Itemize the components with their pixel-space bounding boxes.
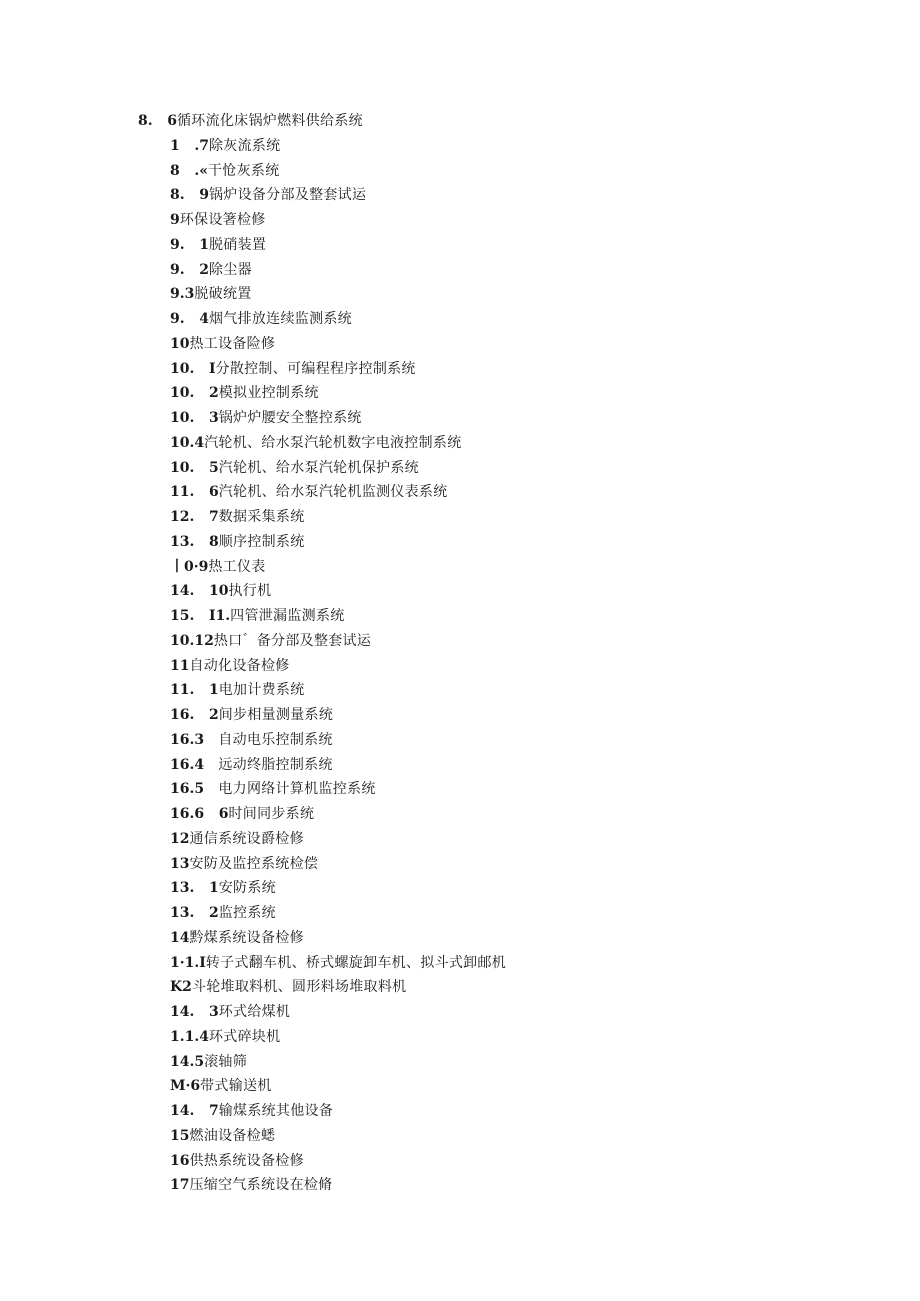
toc-entry	[0, 307, 920, 332]
toc-title: 执行机	[228, 583, 272, 600]
toc-title: 压缩空气系统设在检脩	[189, 1177, 333, 1194]
toc-entry	[0, 802, 920, 827]
toc-entry	[0, 629, 920, 654]
toc-entry	[0, 480, 920, 505]
toc-number: 12. 7	[170, 509, 219, 525]
toc-number: 13. 8	[170, 533, 219, 550]
toc-entry	[0, 753, 920, 778]
toc-number: 10.12	[170, 632, 214, 649]
toc-entry	[0, 208, 920, 233]
toc-entry	[0, 654, 920, 679]
toc-number: 9.3	[170, 286, 195, 303]
toc-title: 脱破统置	[194, 286, 252, 303]
toc-number: 15. I1.	[170, 608, 231, 624]
toc-entry	[0, 827, 920, 852]
toc-number: M·6	[170, 1078, 201, 1095]
toc-title: 安防及监控系统检偿	[189, 855, 319, 872]
toc-number: 16.3	[170, 731, 205, 748]
toc-entry	[0, 579, 920, 604]
toc-title: 监控系统	[218, 905, 276, 921]
toc-number: 12	[170, 830, 190, 847]
toc-number: 13	[170, 855, 190, 872]
toc-number: 11	[170, 657, 190, 674]
toc-title: 数据采集系统	[218, 509, 305, 525]
toc-title: 干怆灰系统	[208, 162, 280, 179]
toc-number: 11. 1	[170, 682, 219, 699]
toc-entry	[0, 530, 920, 555]
toc-entry	[0, 431, 920, 456]
toc-entry	[0, 1074, 920, 1099]
toc-entry	[0, 1050, 920, 1075]
toc-number: 16.6 6	[170, 806, 229, 822]
toc-entry	[0, 975, 920, 1000]
toc-entry	[0, 332, 920, 357]
toc-number: 15	[170, 1127, 190, 1144]
toc-number: 1·1.I	[170, 954, 206, 971]
toc-entry	[0, 134, 920, 159]
toc-title: 间步相量测量系统	[218, 707, 334, 723]
toc-title: 电加计费系统	[218, 682, 305, 699]
toc-entry	[0, 728, 920, 753]
toc-entry	[0, 159, 920, 184]
toc-entry	[0, 678, 920, 703]
table-of-contents	[0, 109, 920, 1198]
toc-entry	[0, 258, 920, 283]
toc-number: 14	[170, 929, 190, 946]
toc-number: 1 .7	[170, 137, 209, 154]
toc-title: 自动电乐控制系统	[204, 731, 333, 748]
toc-title: 燃油设备检蟋	[189, 1127, 276, 1144]
toc-number: 17	[170, 1177, 190, 1194]
toc-entry	[0, 1099, 920, 1124]
toc-number: 10	[170, 335, 190, 352]
toc-entry	[0, 233, 920, 258]
toc-title: 脱硝装置	[208, 236, 267, 253]
toc-title: 输煤系统其他设备	[218, 1103, 334, 1119]
toc-entry	[0, 1124, 920, 1149]
toc-entry	[0, 183, 920, 208]
toc-entry	[0, 406, 920, 431]
toc-title: 热口゛备分部及整套试运	[213, 632, 372, 649]
toc-title: 锅炉设备分部及整套试运	[208, 187, 367, 204]
toc-number: 13. 1	[170, 880, 219, 897]
toc-number: 16. 2	[170, 707, 219, 723]
toc-title: 分散控制、可编程程序控制系统	[215, 360, 416, 377]
toc-number: 16.4	[170, 756, 205, 773]
toc-entry	[0, 926, 920, 951]
toc-number: 16	[170, 1152, 190, 1169]
toc-entry	[0, 357, 920, 382]
toc-entry	[0, 381, 920, 406]
toc-number: 10. 5	[170, 459, 219, 476]
toc-number: 8. 9	[170, 187, 209, 204]
toc-title: 四管泄漏监测系统	[230, 608, 345, 624]
toc-title: 顺序控制系统	[218, 533, 305, 550]
toc-number: 16.5	[170, 781, 205, 798]
toc-entry	[0, 604, 920, 629]
toc-number: K2	[170, 979, 192, 996]
toc-number: 14. 7	[170, 1103, 219, 1119]
toc-entry	[0, 1149, 920, 1174]
toc-entry	[0, 505, 920, 530]
toc-title: 热工设备险修	[189, 335, 276, 352]
toc-number: 10.4	[170, 434, 205, 451]
toc-entry	[0, 876, 920, 901]
toc-title: 环式给煤机	[218, 1004, 291, 1020]
toc-number: 9	[170, 212, 180, 228]
toc-title: 除灰流系统	[208, 137, 281, 154]
toc-title: 斗轮堆取料机、圆形料场堆取料机	[191, 979, 407, 996]
toc-number: 丨0·9	[170, 558, 209, 575]
toc-title: 带式输送机	[200, 1078, 272, 1095]
toc-entry	[0, 951, 920, 976]
toc-title: 模拟业控制系统	[218, 385, 319, 402]
toc-title: 滚轴筛	[204, 1053, 248, 1070]
toc-number: 9. 1	[170, 236, 209, 253]
toc-number: 10. I	[170, 360, 216, 377]
toc-entry	[0, 555, 920, 580]
toc-title: 除尘器	[208, 261, 252, 278]
toc-number: 9. 4	[170, 311, 209, 327]
toc-title: 热工仪表	[208, 558, 266, 575]
toc-title: 电力网络计算机监控系统	[204, 781, 376, 798]
toc-title: 循环流化床锅炉燃料供给系统	[176, 113, 363, 129]
toc-title: 汽轮机、给水泵汽轮机监测仪表系统	[218, 484, 448, 501]
toc-number: 8. 6	[138, 113, 177, 129]
toc-title: 汽轮机、给水泵汽轮机数字电液控制系统	[204, 434, 462, 451]
toc-title: 环式碎块机	[208, 1028, 281, 1045]
toc-number: 11. 6	[170, 484, 219, 501]
toc-title: 远动终脂控制系统	[204, 756, 333, 773]
toc-title: 汽轮机、给水泵汽轮机保护系统	[218, 459, 419, 476]
toc-number: 13. 2	[170, 905, 219, 921]
toc-title: 供热系统设备检修	[189, 1152, 304, 1169]
toc-number: 9. 2	[170, 261, 209, 278]
toc-title: 黔煤系统设备检修	[189, 929, 304, 946]
toc-title: 时间同步系统	[228, 806, 315, 822]
toc-number: 10. 3	[170, 410, 219, 426]
toc-number: 14. 10	[170, 583, 229, 600]
toc-title: 通信系统设爵检修	[189, 830, 304, 847]
toc-number: 10. 2	[170, 385, 219, 402]
toc-title: 锅炉炉腰安全整控系统	[218, 410, 362, 426]
toc-entry	[0, 1173, 920, 1198]
toc-entry	[0, 456, 920, 481]
toc-title: 自动化设备检修	[189, 657, 290, 674]
toc-entry	[0, 1025, 920, 1050]
toc-number: 14. 3	[170, 1004, 219, 1020]
toc-number: 8 .«	[170, 162, 208, 179]
toc-entry	[0, 852, 920, 877]
toc-number: 1.1.4	[170, 1028, 209, 1045]
toc-title: 烟气排放连续监测系统	[208, 311, 352, 327]
toc-entry	[0, 1000, 920, 1025]
toc-title: 安防系统	[218, 880, 276, 897]
toc-entry	[0, 109, 920, 134]
toc-number: 14.5	[170, 1053, 205, 1070]
toc-entry	[0, 703, 920, 728]
toc-entry	[0, 901, 920, 926]
toc-title: 环保设箸检修	[179, 212, 266, 228]
toc-entry	[0, 777, 920, 802]
toc-entry	[0, 282, 920, 307]
toc-title: 转子式翻车机、桥式螺旋卸车机、拟斗式卸邮机	[205, 954, 507, 971]
